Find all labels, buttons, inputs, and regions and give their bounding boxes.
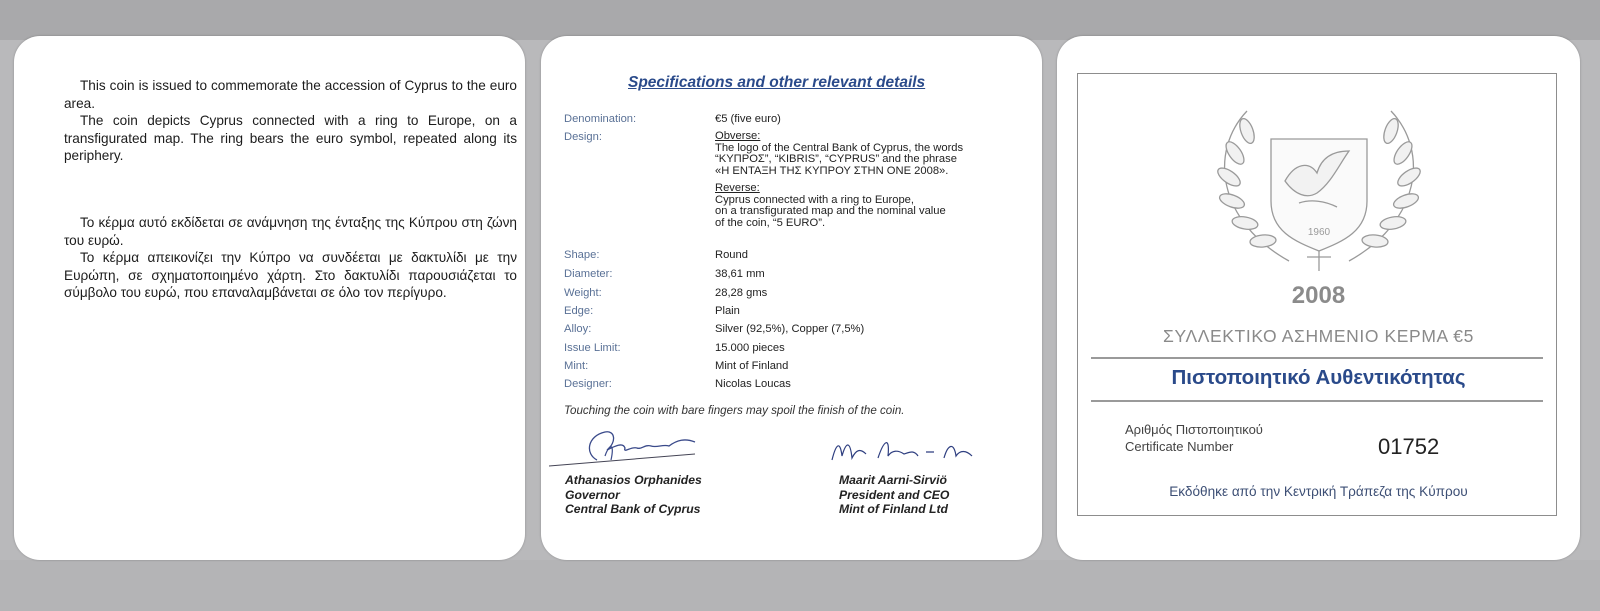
handling-note: Touching the coin with bare fingers may spoil the finish of the coin.	[564, 404, 905, 417]
spec-value: 38,61 mm	[715, 268, 765, 280]
english-description	[64, 77, 517, 165]
spec-label: Designer:	[564, 378, 612, 390]
signatory-name: Maarit Aarni-Sirviö	[839, 473, 947, 487]
background-top-strip	[0, 0, 1600, 40]
spec-label: Diameter:	[564, 268, 613, 280]
signatory-title: President and CEO	[839, 487, 950, 502]
collectible-coin-title: ΣΥΛΛΕΚΤΙΚΟ ΑΣΗΜΕΝΙΟ ΚΕΡΜΑ €5	[1163, 326, 1474, 346]
greek-description	[64, 214, 517, 302]
signature-left-image	[545, 424, 715, 472]
obverse-line: «Η ΕΝΤΑΞΗ ΤΗΣ ΚΥΠΡΟΥ ΣΤΗΝ ΟΝΕ 2008».	[715, 164, 949, 177]
specifications-panel	[541, 36, 1042, 560]
signatory-title: Governor	[565, 487, 620, 502]
spec-label: Edge:	[564, 305, 594, 317]
greek-paragraph: Το κέρμα απεικονίζει την Κύπρο να συνδέεται με δακτυλίδι με την Ευρώπη, σε σχηματοποιημένο χάρτη. Στο δακτυλίδι παρουσιάζεται το σύμβολο του ευρώ, που επαναλαμβάνεται σε όλο τον περίγυρο.	[64, 250, 517, 300]
certificate-number-label-greek: Αριθμός Πιστοποιητικού	[1125, 422, 1263, 437]
reverse-line: on a transfigurated map and the nominal value	[715, 205, 946, 217]
spec-label: Weight:	[564, 287, 602, 299]
certificate-number-label-english: Certificate Number	[1125, 439, 1234, 454]
background-bottom-strip	[0, 560, 1600, 611]
reverse-heading: Reverse:	[715, 182, 760, 194]
spec-value: Mint of Finland	[715, 360, 789, 372]
divider	[1091, 357, 1543, 359]
design-description	[715, 131, 1015, 229]
spec-label: Shape:	[564, 249, 600, 261]
spec-value: 28,28 gms	[715, 287, 768, 299]
reverse-line: of the coin, “5 EURO”.	[715, 216, 826, 229]
certificate-panel	[1057, 36, 1580, 560]
issued-by: Εκδόθηκε από την Κεντρική Τράπεζα της Κύπρου	[1169, 484, 1468, 499]
spec-value: 15.000 pieces	[715, 342, 785, 354]
signatory-organization: Central Bank of Cyprus	[565, 502, 701, 516]
spec-label: Design:	[564, 131, 602, 143]
obverse-line: “ΚΥΠΡΟΣ”, “KIBRIS”, “CYPRUS” and the phrase	[715, 153, 957, 165]
greek-paragraph: Το κέρμα αυτό εκδίδεται σε ανάμνηση της ένταξης της Κύπρου στη ζώνη του ευρώ.	[64, 215, 517, 248]
signatory-right	[839, 473, 949, 517]
description-panel	[14, 36, 525, 560]
spec-value: Plain	[715, 305, 740, 317]
certificate-number: 01752	[1378, 434, 1440, 459]
signatory-organization: Mint of Finland Ltd	[839, 502, 948, 516]
english-paragraph: The coin depicts Cyprus connected with a ring to Europe, on a transfigurated map. The ring bears the euro symbol, repeated along its periphery.	[64, 113, 517, 163]
spec-value: Silver (92,5%), Copper (7,5%)	[715, 323, 865, 335]
signatory-name: Athanasios Orphanides	[565, 473, 702, 487]
obverse-heading: Obverse:	[715, 130, 761, 142]
divider	[1091, 400, 1543, 402]
spec-label: Issue Limit:	[564, 342, 621, 354]
spec-value: Round	[715, 249, 748, 261]
obverse-line: The logo of the Central Bank of Cyprus, the words	[715, 141, 964, 154]
english-paragraph: This coin is issued to commemorate the accession of Cyprus to the euro area.	[64, 78, 517, 111]
signature-right-image	[826, 430, 986, 470]
specifications-title: Specifications and other relevant details	[628, 74, 926, 91]
spec-label: Alloy:	[564, 323, 592, 335]
crest-year: 1960	[1307, 227, 1331, 238]
spec-label: Denomination:	[564, 113, 637, 125]
authenticity-title: Πιστοποιητικό Αυθεντικότητας	[1171, 366, 1466, 389]
reverse-line: Cyprus connected with a ring to Europe,	[715, 193, 914, 206]
spec-value: Nicolas Loucas	[715, 378, 791, 390]
coat-of-arms-icon	[1199, 91, 1439, 276]
certificate-year: 2008	[1291, 282, 1346, 309]
spec-label: Mint:	[564, 360, 589, 372]
certificate-number-label	[1125, 421, 1263, 455]
spec-value: €5 (five euro)	[715, 113, 781, 125]
signatory-left	[565, 473, 702, 517]
